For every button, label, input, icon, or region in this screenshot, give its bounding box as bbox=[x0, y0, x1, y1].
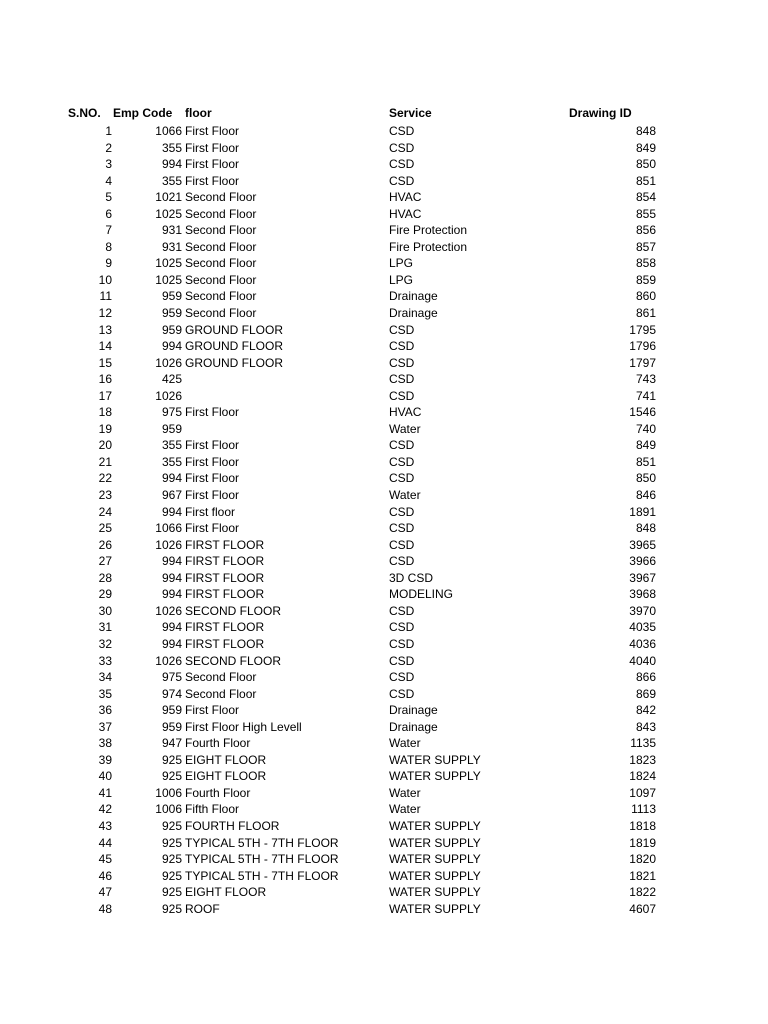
cell-floor: First Floor bbox=[185, 454, 239, 469]
cell-drawing-id: 843 bbox=[635, 719, 656, 734]
table-row bbox=[0, 570, 768, 587]
cell-sno: 45 bbox=[98, 852, 112, 867]
table-row bbox=[0, 520, 768, 537]
header-floor: floor bbox=[185, 106, 212, 120]
cell-emp-code: 931 bbox=[161, 223, 182, 238]
cell-floor: TYPICAL 5TH - 7TH FLOOR bbox=[185, 852, 339, 867]
cell-emp-code: 994 bbox=[161, 620, 182, 635]
cell-service: HVAC bbox=[389, 405, 422, 420]
table-row bbox=[0, 371, 768, 388]
cell-sno: 12 bbox=[98, 306, 112, 321]
cell-service: WATER SUPPLY bbox=[389, 868, 481, 883]
cell-service: CSD bbox=[389, 670, 415, 685]
cell-service: CSD bbox=[389, 504, 415, 519]
cell-sno: 2 bbox=[105, 140, 112, 155]
cell-drawing-id: 848 bbox=[635, 521, 656, 536]
cell-sno: 36 bbox=[98, 703, 112, 718]
cell-sno: 18 bbox=[98, 405, 112, 420]
cell-sno: 41 bbox=[98, 785, 112, 800]
cell-drawing-id: 1113 bbox=[631, 802, 656, 817]
cell-emp-code: 925 bbox=[161, 835, 182, 850]
cell-service: CSD bbox=[389, 620, 415, 635]
cell-service: HVAC bbox=[389, 190, 422, 205]
cell-service: CSD bbox=[389, 438, 415, 453]
cell-service: Drainage bbox=[389, 306, 438, 321]
cell-emp-code: 925 bbox=[161, 885, 182, 900]
cell-service: Water bbox=[389, 785, 421, 800]
cell-floor: FIRST FLOOR bbox=[185, 587, 265, 602]
cell-drawing-id: 3967 bbox=[629, 570, 656, 585]
cell-service: Water bbox=[389, 802, 421, 817]
cell-service: WATER SUPPLY bbox=[389, 901, 481, 916]
cell-sno: 38 bbox=[98, 736, 112, 751]
cell-service: CSD bbox=[389, 124, 415, 138]
cell-floor: FIRST FLOOR bbox=[185, 554, 265, 569]
cell-service: CSD bbox=[389, 454, 415, 469]
table-body bbox=[0, 123, 768, 917]
cell-floor: Second Floor bbox=[185, 289, 257, 304]
cell-emp-code: 994 bbox=[161, 157, 182, 172]
table-row bbox=[0, 653, 768, 670]
cell-floor: TYPICAL 5TH - 7TH FLOOR bbox=[185, 868, 339, 883]
cell-sno: 35 bbox=[98, 686, 112, 701]
table-row bbox=[0, 735, 768, 752]
cell-floor: FIRST FLOOR bbox=[185, 636, 265, 651]
cell-drawing-id: 1891 bbox=[629, 504, 656, 519]
cell-service: WATER SUPPLY bbox=[389, 818, 481, 833]
cell-emp-code: 925 bbox=[161, 868, 182, 883]
table-row bbox=[0, 752, 768, 769]
table-row bbox=[0, 454, 768, 471]
cell-service: CSD bbox=[389, 471, 415, 486]
cell-service: CSD bbox=[389, 388, 415, 403]
cell-drawing-id: 851 bbox=[635, 454, 656, 469]
cell-service: CSD bbox=[389, 322, 415, 337]
cell-drawing-id: 857 bbox=[635, 239, 656, 254]
table-row bbox=[0, 619, 768, 636]
cell-sno: 33 bbox=[98, 653, 112, 668]
table-row bbox=[0, 421, 768, 438]
cell-drawing-id: 850 bbox=[635, 471, 656, 486]
cell-service: Fire Protection bbox=[389, 239, 468, 254]
cell-sno: 40 bbox=[98, 769, 112, 784]
cell-floor: Second Floor bbox=[185, 670, 257, 685]
cell-emp-code: 925 bbox=[161, 852, 182, 867]
cell-drawing-id: 740 bbox=[635, 421, 656, 436]
cell-drawing-id: 848 bbox=[635, 124, 656, 138]
cell-sno: 44 bbox=[98, 835, 112, 850]
table-row bbox=[0, 206, 768, 223]
cell-emp-code: 1006 bbox=[155, 785, 182, 800]
cell-emp-code: 1006 bbox=[155, 802, 182, 817]
header-sno: S.NO. bbox=[68, 106, 101, 120]
cell-emp-code: 994 bbox=[161, 570, 182, 585]
cell-floor: Second Floor bbox=[185, 272, 257, 287]
cell-drawing-id: 1824 bbox=[629, 769, 656, 784]
drawing-register-table bbox=[0, 106, 768, 917]
cell-sno: 27 bbox=[98, 554, 112, 569]
cell-floor: Second Floor bbox=[185, 206, 257, 221]
cell-floor: First Floor bbox=[185, 173, 239, 188]
cell-floor: First Floor bbox=[185, 703, 239, 718]
cell-sno: 11 bbox=[99, 289, 112, 304]
cell-emp-code: 1025 bbox=[155, 256, 182, 271]
cell-emp-code: 925 bbox=[161, 818, 182, 833]
cell-sno: 7 bbox=[105, 223, 112, 238]
table-row bbox=[0, 586, 768, 603]
cell-floor: SECOND FLOOR bbox=[185, 653, 282, 668]
cell-emp-code: 1026 bbox=[155, 653, 182, 668]
cell-sno: 16 bbox=[98, 372, 112, 387]
cell-emp-code: 425 bbox=[161, 372, 182, 387]
cell-sno: 17 bbox=[98, 388, 112, 403]
cell-emp-code: 994 bbox=[161, 554, 182, 569]
cell-sno: 31 bbox=[98, 620, 112, 635]
cell-emp-code: 975 bbox=[161, 670, 182, 685]
cell-sno: 32 bbox=[98, 636, 112, 651]
table-row bbox=[0, 470, 768, 487]
table-row bbox=[0, 123, 768, 140]
header-drawing-id: Drawing ID bbox=[569, 106, 632, 120]
cell-floor: SECOND FLOOR bbox=[185, 603, 282, 618]
cell-sno: 8 bbox=[105, 239, 112, 254]
cell-drawing-id: 1796 bbox=[629, 339, 656, 354]
cell-floor: Second Floor bbox=[185, 306, 257, 321]
table-row bbox=[0, 239, 768, 256]
table-row bbox=[0, 768, 768, 785]
cell-service: CSD bbox=[389, 686, 415, 701]
table-row bbox=[0, 636, 768, 653]
cell-floor: FIRST FLOOR bbox=[185, 537, 265, 552]
cell-sno: 5 bbox=[105, 190, 112, 205]
table-row bbox=[0, 288, 768, 305]
cell-service: Drainage bbox=[389, 703, 438, 718]
cell-emp-code: 959 bbox=[161, 719, 182, 734]
cell-drawing-id: 846 bbox=[635, 488, 656, 503]
cell-sno: 34 bbox=[98, 670, 112, 685]
table-row bbox=[0, 901, 768, 918]
cell-emp-code: 974 bbox=[161, 686, 182, 701]
cell-service: Water bbox=[389, 421, 421, 436]
cell-floor: First Floor High Levell bbox=[185, 719, 302, 734]
cell-floor: First floor bbox=[185, 504, 236, 519]
cell-emp-code: 994 bbox=[161, 587, 182, 602]
cell-service: Water bbox=[389, 488, 421, 503]
table-row bbox=[0, 603, 768, 620]
cell-emp-code: 1025 bbox=[155, 206, 182, 221]
cell-drawing-id: 851 bbox=[635, 173, 656, 188]
table-row bbox=[0, 719, 768, 736]
table-row bbox=[0, 487, 768, 504]
cell-service: LPG bbox=[389, 256, 414, 271]
cell-drawing-id: 855 bbox=[635, 206, 656, 221]
cell-sno: 20 bbox=[98, 438, 112, 453]
cell-service: 3D CSD bbox=[389, 570, 434, 585]
cell-emp-code: 1021 bbox=[155, 190, 182, 205]
cell-drawing-id: 1820 bbox=[629, 852, 656, 867]
cell-floor: EIGHT FLOOR bbox=[185, 769, 267, 784]
cell-emp-code: 994 bbox=[161, 504, 182, 519]
table-row bbox=[0, 322, 768, 339]
cell-sno: 30 bbox=[98, 603, 112, 618]
table-row bbox=[0, 868, 768, 885]
cell-floor: FOURTH FLOOR bbox=[185, 818, 280, 833]
cell-service: MODELING bbox=[389, 587, 454, 602]
table-row bbox=[0, 504, 768, 521]
table-row bbox=[0, 305, 768, 322]
table-row bbox=[0, 851, 768, 868]
cell-service: CSD bbox=[389, 537, 415, 552]
cell-drawing-id: 3968 bbox=[629, 587, 656, 602]
table-row bbox=[0, 338, 768, 355]
cell-sno: 13 bbox=[98, 322, 112, 337]
cell-drawing-id: 1795 bbox=[629, 322, 656, 337]
cell-emp-code: 959 bbox=[161, 421, 182, 436]
cell-floor: First Floor bbox=[185, 124, 239, 138]
cell-emp-code: 1026 bbox=[155, 388, 182, 403]
cell-service: CSD bbox=[389, 521, 415, 536]
cell-service: Water bbox=[389, 736, 421, 751]
cell-drawing-id: 1797 bbox=[629, 355, 656, 370]
cell-sno: 24 bbox=[98, 504, 112, 519]
cell-drawing-id: 854 bbox=[635, 190, 656, 205]
cell-floor: GROUND FLOOR bbox=[185, 339, 284, 354]
cell-drawing-id: 4035 bbox=[629, 620, 656, 635]
cell-sno: 25 bbox=[98, 521, 112, 536]
table-row bbox=[0, 669, 768, 686]
cell-floor: Fourth Floor bbox=[185, 736, 251, 751]
table-row bbox=[0, 785, 768, 802]
cell-service: Fire Protection bbox=[389, 223, 468, 238]
cell-floor: Second Floor bbox=[185, 256, 257, 271]
header-emp-code: Emp Code bbox=[113, 106, 173, 120]
cell-sno: 37 bbox=[98, 719, 112, 734]
table-row bbox=[0, 404, 768, 421]
cell-sno: 15 bbox=[98, 355, 112, 370]
table-row bbox=[0, 388, 768, 405]
cell-floor: Fifth Floor bbox=[185, 802, 240, 817]
cell-floor: FIRST FLOOR bbox=[185, 570, 265, 585]
cell-emp-code: 947 bbox=[161, 736, 182, 751]
cell-sno: 1 bbox=[105, 124, 112, 138]
cell-service: CSD bbox=[389, 636, 415, 651]
cell-emp-code: 931 bbox=[161, 239, 182, 254]
cell-drawing-id: 1135 bbox=[630, 736, 656, 751]
table-row bbox=[0, 553, 768, 570]
cell-sno: 22 bbox=[98, 471, 112, 486]
cell-drawing-id: 861 bbox=[635, 306, 656, 321]
cell-service: WATER SUPPLY bbox=[389, 769, 481, 784]
table-row bbox=[0, 686, 768, 703]
table-row bbox=[0, 702, 768, 719]
cell-service: CSD bbox=[389, 339, 415, 354]
cell-service: Drainage bbox=[389, 289, 438, 304]
cell-emp-code: 1026 bbox=[155, 537, 182, 552]
cell-emp-code: 959 bbox=[161, 703, 182, 718]
cell-sno: 39 bbox=[98, 752, 112, 767]
table-row bbox=[0, 835, 768, 852]
cell-emp-code: 1066 bbox=[155, 124, 182, 138]
cell-drawing-id: 849 bbox=[635, 140, 656, 155]
cell-emp-code: 967 bbox=[161, 488, 182, 503]
table-row bbox=[0, 355, 768, 372]
table-row bbox=[0, 437, 768, 454]
cell-drawing-id: 1819 bbox=[629, 835, 656, 850]
cell-floor: First Floor bbox=[185, 140, 239, 155]
cell-emp-code: 355 bbox=[161, 454, 182, 469]
cell-emp-code: 994 bbox=[161, 339, 182, 354]
cell-emp-code: 925 bbox=[161, 752, 182, 767]
cell-emp-code: 994 bbox=[161, 636, 182, 651]
cell-floor: Second Floor bbox=[185, 686, 257, 701]
cell-service: CSD bbox=[389, 173, 415, 188]
cell-emp-code: 959 bbox=[161, 306, 182, 321]
cell-emp-code: 1025 bbox=[155, 272, 182, 287]
cell-sno: 4 bbox=[105, 173, 112, 188]
cell-service: CSD bbox=[389, 653, 415, 668]
cell-floor: First Floor bbox=[185, 405, 239, 420]
cell-drawing-id: 1818 bbox=[629, 818, 656, 833]
cell-sno: 19 bbox=[98, 421, 112, 436]
cell-floor: First Floor bbox=[185, 438, 239, 453]
cell-service: CSD bbox=[389, 157, 415, 172]
cell-drawing-id: 741 bbox=[635, 388, 656, 403]
cell-service: WATER SUPPLY bbox=[389, 835, 481, 850]
cell-floor: Fourth Floor bbox=[185, 785, 251, 800]
cell-floor: First Floor bbox=[185, 471, 239, 486]
cell-drawing-id: 3966 bbox=[629, 554, 656, 569]
cell-drawing-id: 4036 bbox=[629, 636, 656, 651]
cell-service: WATER SUPPLY bbox=[389, 852, 481, 867]
cell-sno: 9 bbox=[105, 256, 112, 271]
cell-drawing-id: 856 bbox=[635, 223, 656, 238]
cell-floor: TYPICAL 5TH - 7TH FLOOR bbox=[185, 835, 339, 850]
cell-service: WATER SUPPLY bbox=[389, 885, 481, 900]
cell-sno: 21 bbox=[98, 454, 112, 469]
cell-emp-code: 1026 bbox=[155, 355, 182, 370]
cell-emp-code: 1026 bbox=[155, 603, 182, 618]
cell-service: CSD bbox=[389, 554, 415, 569]
cell-sno: 26 bbox=[98, 537, 112, 552]
table-row bbox=[0, 189, 768, 206]
table-row bbox=[0, 222, 768, 239]
cell-service: Drainage bbox=[389, 719, 438, 734]
table-row bbox=[0, 801, 768, 818]
cell-emp-code: 925 bbox=[161, 901, 182, 916]
cell-sno: 43 bbox=[98, 818, 112, 833]
table-row bbox=[0, 156, 768, 173]
cell-floor: First Floor bbox=[185, 157, 239, 172]
cell-sno: 10 bbox=[98, 272, 112, 287]
cell-sno: 14 bbox=[98, 339, 112, 354]
cell-service: WATER SUPPLY bbox=[389, 752, 481, 767]
cell-drawing-id: 869 bbox=[635, 686, 656, 701]
cell-drawing-id: 3965 bbox=[629, 537, 656, 552]
cell-service: CSD bbox=[389, 372, 415, 387]
cell-drawing-id: 842 bbox=[635, 703, 656, 718]
cell-sno: 3 bbox=[105, 157, 112, 172]
cell-sno: 47 bbox=[98, 885, 112, 900]
cell-floor: Second Floor bbox=[185, 190, 257, 205]
table-row bbox=[0, 272, 768, 289]
cell-service: CSD bbox=[389, 355, 415, 370]
cell-sno: 28 bbox=[98, 570, 112, 585]
table-header bbox=[0, 106, 768, 123]
cell-drawing-id: 860 bbox=[635, 289, 656, 304]
cell-drawing-id: 858 bbox=[635, 256, 656, 271]
cell-drawing-id: 850 bbox=[635, 157, 656, 172]
cell-floor: EIGHT FLOOR bbox=[185, 752, 267, 767]
cell-drawing-id: 3970 bbox=[629, 603, 656, 618]
cell-floor: GROUND FLOOR bbox=[185, 322, 284, 337]
cell-floor: FIRST FLOOR bbox=[185, 620, 265, 635]
cell-emp-code: 355 bbox=[161, 438, 182, 453]
table-row bbox=[0, 884, 768, 901]
header-service: Service bbox=[389, 106, 432, 120]
cell-floor: GROUND FLOOR bbox=[185, 355, 284, 370]
cell-sno: 29 bbox=[98, 587, 112, 602]
cell-emp-code: 355 bbox=[161, 140, 182, 155]
cell-drawing-id: 743 bbox=[635, 372, 656, 387]
cell-drawing-id: 1097 bbox=[629, 785, 656, 800]
cell-sno: 46 bbox=[98, 868, 112, 883]
cell-drawing-id: 1823 bbox=[629, 752, 656, 767]
cell-service: LPG bbox=[389, 272, 414, 287]
cell-sno: 23 bbox=[98, 488, 112, 503]
cell-floor: Second Floor bbox=[185, 223, 257, 238]
cell-floor: First Floor bbox=[185, 488, 239, 503]
cell-drawing-id: 1822 bbox=[629, 885, 656, 900]
cell-drawing-id: 849 bbox=[635, 438, 656, 453]
cell-drawing-id: 1546 bbox=[629, 405, 656, 420]
cell-floor: Second Floor bbox=[185, 239, 257, 254]
table-row bbox=[0, 173, 768, 190]
cell-floor: ROOF bbox=[185, 901, 220, 916]
cell-emp-code: 959 bbox=[161, 289, 182, 304]
cell-emp-code: 959 bbox=[161, 322, 182, 337]
cell-floor: EIGHT FLOOR bbox=[185, 885, 267, 900]
table-row bbox=[0, 818, 768, 835]
cell-drawing-id: 1821 bbox=[629, 868, 656, 883]
table-row bbox=[0, 537, 768, 554]
cell-drawing-id: 859 bbox=[635, 272, 656, 287]
cell-drawing-id: 4607 bbox=[629, 901, 656, 916]
cell-floor: First Floor bbox=[185, 521, 239, 536]
cell-service: HVAC bbox=[389, 206, 422, 221]
cell-emp-code: 994 bbox=[161, 471, 182, 486]
table-row bbox=[0, 255, 768, 272]
cell-emp-code: 355 bbox=[161, 173, 182, 188]
cell-emp-code: 1066 bbox=[155, 521, 182, 536]
cell-drawing-id: 4040 bbox=[629, 653, 656, 668]
table-row bbox=[0, 140, 768, 157]
cell-service: CSD bbox=[389, 140, 415, 155]
cell-sno: 48 bbox=[98, 901, 112, 916]
cell-sno: 6 bbox=[105, 206, 112, 221]
cell-sno: 42 bbox=[98, 802, 112, 817]
cell-drawing-id: 866 bbox=[635, 670, 656, 685]
cell-emp-code: 975 bbox=[161, 405, 182, 420]
cell-emp-code: 925 bbox=[161, 769, 182, 784]
cell-service: CSD bbox=[389, 603, 415, 618]
